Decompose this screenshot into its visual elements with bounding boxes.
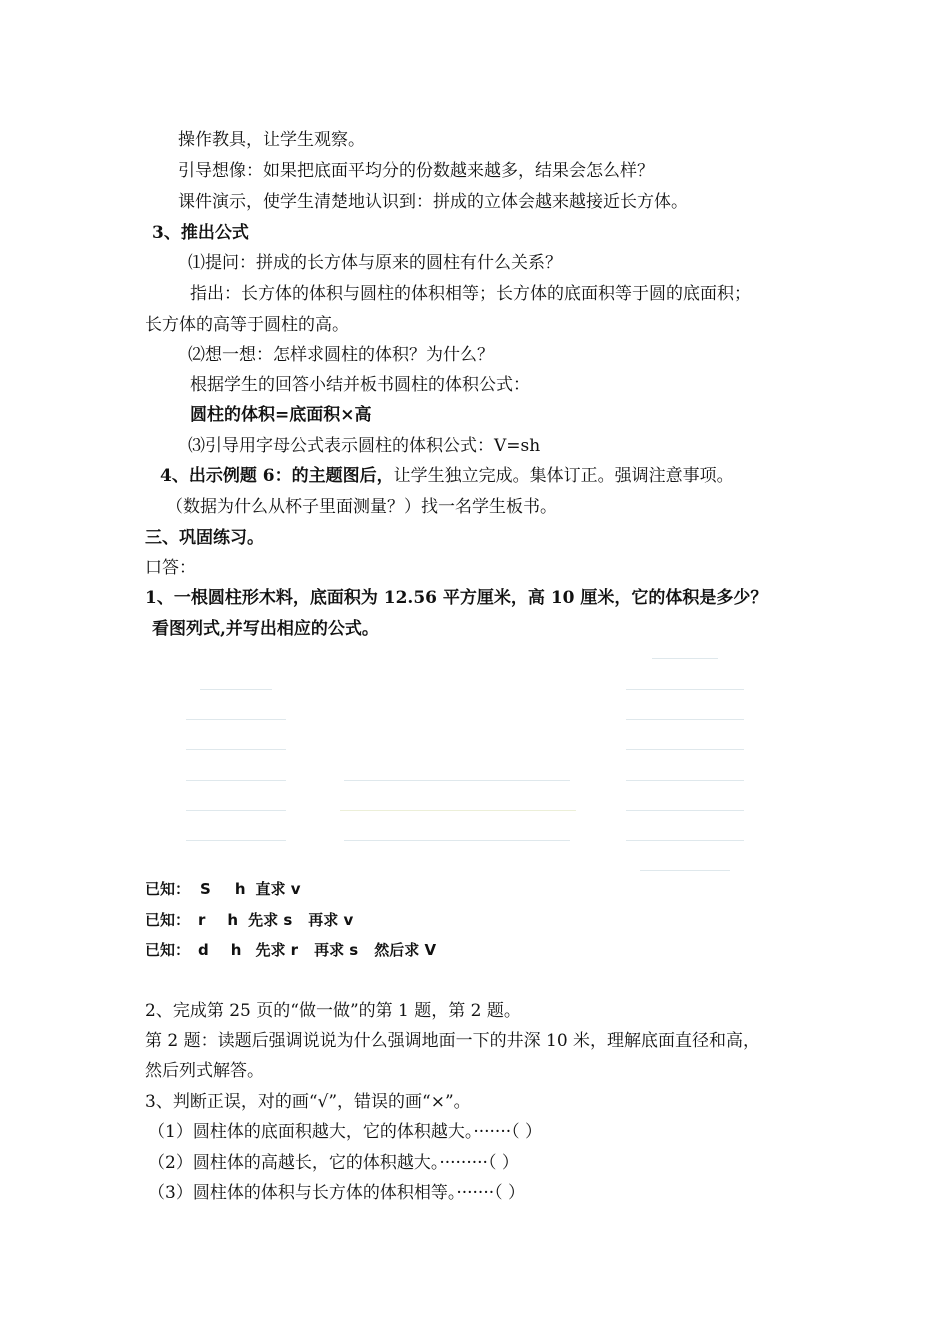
exercise-question: 3、判断正误，对的画“√”，错误的画“×”。	[145, 1092, 471, 1112]
example-title: 4、出示例题 6：的主题图后，	[160, 466, 394, 486]
paragraph-line	[160, 464, 734, 488]
known-line: 已知： d h 先求 r 再求 s 然后求 V	[145, 941, 437, 959]
known-line: 已知： r h 先求 s 再求 v	[145, 911, 354, 929]
judgement-item: （1）圆柱体的底面积越大，它的体积越大。·······（ ）	[148, 1122, 543, 1142]
paragraph-line: （数据为什么从杯子里面测量？）找一名学生板书。	[166, 497, 557, 517]
paragraph-line: 课件演示，使学生清楚地认识到：拼成的立体会越来越接近长方体。	[178, 192, 688, 212]
paragraph-line: 引导想像：如果把底面平均分的份数越来越多，结果会怎么样？	[178, 161, 654, 181]
paragraph-line: 第 2 题：读题后强调说说为什么强调地面一下的井深 10 米，理解底面直径和高，	[145, 1031, 761, 1051]
paragraph-line: ⑶引导用字母公式表示圆柱的体积公式：V=sh	[188, 436, 541, 456]
paragraph-line: 长方体的高等于圆柱的高。	[145, 315, 349, 335]
paragraph-line: ⑵想一想：怎样求圆柱的体积？为什么？	[188, 345, 494, 365]
exercise-question: 1、一根圆柱形木料，底面积为 12.56 平方厘米，高 10 厘米，它的体积是多少？	[145, 588, 768, 608]
judgement-item: （3）圆柱体的体积与长方体的体积相等。·······（ ）	[148, 1183, 526, 1203]
paragraph-line: ⑴提问：拼成的长方体与原来的圆柱有什么关系？	[188, 253, 562, 273]
known-line: 已知： S h 直求 v	[145, 880, 301, 898]
paragraph-line: 指出：长方体的体积与圆柱的体积相等；长方体的底面积等于圆的底面积；	[190, 284, 751, 304]
formula-text: 圆柱的体积=底面积×高	[190, 405, 372, 425]
judgement-item: （2）圆柱体的高越长，它的体积越大。·········（ ）	[148, 1153, 519, 1173]
section-heading: 三、巩固练习。	[145, 528, 264, 548]
paragraph-line: 然后列式解答。	[145, 1061, 264, 1081]
paragraph-line: 操作教具，让学生观察。	[178, 130, 365, 150]
example-instruction: 让学生独立完成。集体订正。强调注意事项。	[393, 466, 734, 486]
paragraph-line: 根据学生的回答小结并板书圆柱的体积公式：	[190, 375, 530, 395]
section-heading: 3、推出公式	[152, 223, 249, 243]
exercise-question: 看图列式,并写出相应的公式。	[152, 619, 379, 639]
paragraph-line: 口答：	[145, 558, 196, 578]
exercise-question: 2、完成第 25 页的“做一做”的第 1 题，第 2 题。	[145, 1001, 521, 1021]
